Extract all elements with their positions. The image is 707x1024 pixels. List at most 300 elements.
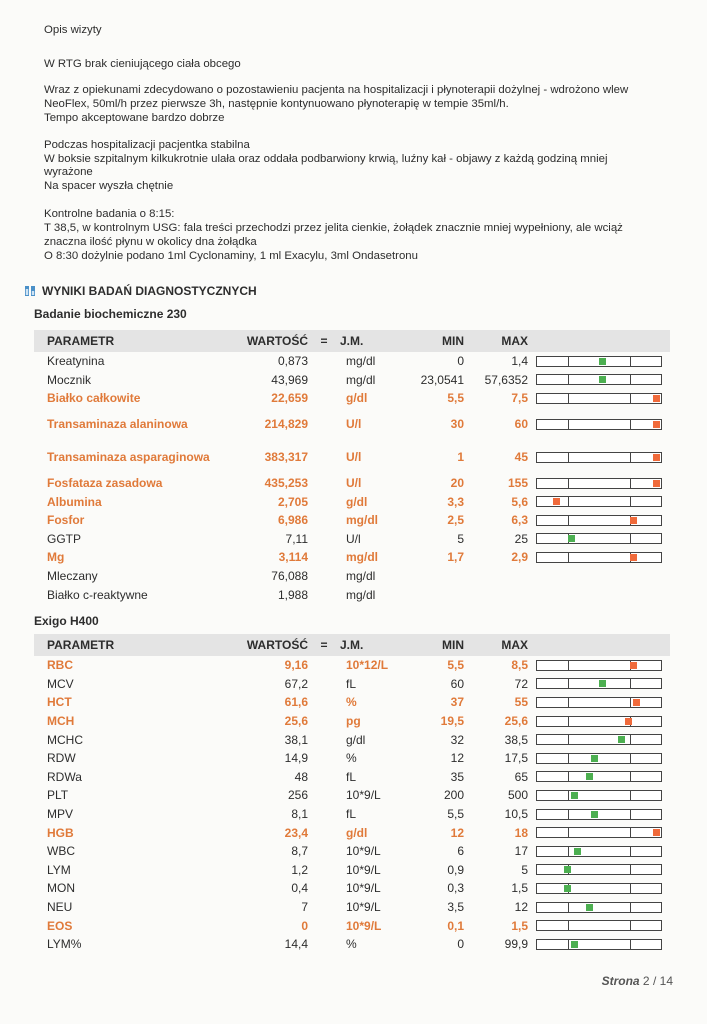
param-name: EOS	[47, 918, 73, 933]
range-bar	[536, 920, 662, 931]
range-bar	[536, 753, 662, 764]
range-bar-tick	[568, 810, 569, 819]
table-row	[34, 530, 670, 549]
param-max: 65	[514, 769, 528, 784]
range-bar	[536, 716, 662, 727]
param-eq	[308, 656, 340, 675]
param-min: 5	[457, 531, 464, 546]
table-row	[34, 842, 670, 861]
col-header-unit: J.M.	[340, 634, 402, 656]
table-row	[34, 935, 670, 954]
range-bar-cell	[528, 712, 670, 731]
param-value: 76,088	[271, 569, 308, 584]
table-row	[34, 749, 670, 768]
param-eq	[308, 408, 340, 441]
param-unit: %	[346, 751, 357, 766]
param-unit: g/dl	[346, 494, 368, 509]
param-name: Białko całkowite	[47, 391, 141, 406]
param-value: 214,829	[264, 417, 308, 432]
param-max	[464, 567, 528, 586]
param-unit: g/dl	[346, 825, 368, 840]
range-bar-cell	[528, 511, 670, 530]
range-bar-cell	[528, 916, 670, 935]
param-name: GGTP	[47, 531, 82, 546]
param-name: MCH	[47, 714, 75, 729]
table-row	[34, 823, 670, 842]
param-max: 25	[514, 531, 528, 546]
range-bar-tick	[630, 772, 631, 781]
range-bar-tick	[630, 754, 631, 763]
param-name: Kreatynina	[47, 354, 105, 369]
range-bar-tick	[568, 453, 569, 462]
range-bar	[536, 533, 662, 544]
table-row	[34, 585, 670, 604]
param-min: 12	[450, 751, 464, 766]
param-value: 23,4	[284, 825, 308, 840]
range-bar-tick	[630, 453, 631, 462]
col-header-min: MIN	[402, 330, 464, 352]
param-value: 0,873	[277, 354, 308, 369]
param-min: 30	[450, 417, 464, 432]
range-bar-tick	[630, 828, 631, 837]
param-name: LYM	[47, 862, 71, 877]
range-marker	[599, 680, 606, 687]
param-max: 57,6352	[484, 372, 528, 387]
range-bar-tick	[568, 661, 569, 670]
param-name: Fosfataza zasadowa	[47, 476, 163, 491]
param-unit: fL	[346, 807, 357, 822]
note-line: Kontrolne badania o 8:15:	[44, 208, 175, 220]
param-eq	[308, 511, 340, 530]
range-marker	[653, 480, 660, 487]
param-name: MPV	[47, 807, 74, 822]
param-max: 6,3	[511, 513, 528, 528]
range-bar-tick	[568, 357, 569, 366]
param-value: 383,317	[264, 450, 308, 465]
param-value: 0	[301, 918, 308, 933]
range-bar-tick	[568, 375, 569, 384]
table-header-row	[34, 634, 670, 656]
param-eq	[308, 389, 340, 408]
param-max: 12	[514, 900, 528, 915]
param-min	[402, 567, 464, 586]
param-value: 14,4	[284, 937, 308, 952]
range-bar-tick	[630, 921, 631, 930]
range-marker	[630, 662, 637, 669]
col-header-param: PARAMETR	[34, 330, 212, 352]
col-header-param: PARAMETR	[34, 634, 212, 656]
table-row	[34, 389, 670, 408]
param-eq	[308, 898, 340, 917]
param-value: 67,2	[284, 676, 308, 691]
param-value: 48	[294, 769, 308, 784]
param-max: 5,6	[511, 494, 528, 509]
param-unit: g/dl	[346, 732, 366, 747]
note-line: W boksie szpitalnym kilkukrotnie ulała oraz oddała podbarwiony krwią, luźny kał - objawy z każdą godziną mniej	[44, 153, 608, 165]
range-bar-cell	[528, 656, 670, 675]
table-row	[34, 898, 670, 917]
param-value: 435,253	[264, 476, 308, 491]
range-bar-tick	[630, 735, 631, 744]
param-max: 72	[514, 676, 528, 691]
param-eq	[308, 567, 340, 586]
param-min: 3,3	[447, 494, 464, 509]
param-value: 38,1	[284, 732, 308, 747]
exigo-title: Exigo H400	[34, 614, 99, 628]
rtg-note: W RTG brak cieniującego ciała obcego	[44, 58, 241, 70]
note-line: wyrażone	[44, 166, 93, 178]
table-row	[34, 548, 670, 567]
table-row	[34, 441, 670, 474]
param-min: 2,5	[447, 513, 464, 528]
param-max: 10,5	[504, 807, 528, 822]
range-bar-cell	[528, 675, 670, 694]
col-header-value: WARTOŚĆ	[212, 634, 308, 656]
range-bar-tick	[568, 516, 569, 525]
param-unit: %	[346, 937, 357, 952]
param-value: 43,969	[271, 372, 308, 387]
param-unit: mg/dl	[346, 569, 376, 584]
col-header-value: WARTOŚĆ	[212, 330, 308, 352]
range-marker	[564, 866, 571, 873]
range-bar-cell	[528, 823, 670, 842]
range-marker	[591, 811, 598, 818]
param-min: 23,0541	[420, 372, 464, 387]
param-name: RDWa	[47, 769, 82, 784]
range-bar-cell	[528, 352, 670, 371]
biochem-table	[34, 330, 670, 604]
param-name: Transaminaza asparaginowa	[47, 449, 210, 464]
param-min: 0,1	[447, 918, 464, 933]
range-bar-tick	[630, 679, 631, 688]
range-marker	[586, 904, 593, 911]
range-bar-cell	[528, 842, 670, 861]
range-marker	[630, 554, 637, 561]
range-bar	[536, 452, 662, 463]
page-total: 14	[659, 974, 673, 988]
param-min: 0,3	[447, 881, 464, 896]
param-value: 7	[301, 900, 308, 915]
range-bar-cell	[528, 474, 670, 493]
param-name: Fosfor	[47, 513, 85, 528]
range-bar-tick	[568, 717, 569, 726]
range-bar	[536, 809, 662, 820]
table-row	[34, 879, 670, 898]
param-max: 38,5	[504, 732, 528, 747]
param-min: 1	[457, 450, 464, 465]
biochem-title: Badanie biochemiczne 230	[34, 307, 187, 321]
note-line: Na spacer wyszła chętnie	[44, 180, 174, 192]
range-bar-cell	[528, 768, 670, 787]
exigo-table	[34, 634, 670, 954]
param-value: 7,11	[285, 531, 308, 546]
param-unit: U/l	[346, 417, 362, 432]
range-bar-cell	[528, 898, 670, 917]
range-bar-cell	[528, 730, 670, 749]
range-bar-cell	[528, 530, 670, 549]
param-unit: fL	[346, 676, 357, 691]
range-bar-tick	[630, 420, 631, 429]
range-bar-tick	[568, 828, 569, 837]
param-name: WBC	[47, 844, 75, 859]
note-line: NeoFlex, 50ml/h przez pierwsze 3h, następnie kontynuowano płynoterapię w tempie 35ml/h.	[44, 98, 509, 110]
range-bar-tick	[568, 679, 569, 688]
param-name: PLT	[47, 788, 69, 803]
param-value: 3,114	[278, 550, 308, 565]
param-eq	[308, 441, 340, 474]
param-min	[402, 585, 464, 604]
range-bar	[536, 496, 662, 507]
param-unit: 10*9/L	[346, 881, 381, 896]
param-eq	[308, 548, 340, 567]
param-eq	[308, 474, 340, 493]
param-unit: 10*9/L	[346, 918, 382, 933]
range-bar-cell	[528, 749, 670, 768]
param-max: 7,5	[511, 391, 528, 406]
param-min: 5,5	[447, 658, 464, 673]
param-unit: mg/dl	[346, 587, 376, 602]
param-name: RDW	[47, 751, 76, 766]
param-max	[464, 585, 528, 604]
param-unit: 10*9/L	[346, 900, 381, 915]
param-name: Mocznik	[47, 372, 92, 387]
range-bar-cell	[528, 492, 670, 511]
param-value: 8,1	[291, 807, 308, 822]
range-bar	[536, 419, 662, 430]
param-min: 5,5	[447, 391, 464, 406]
page-number: 2	[642, 974, 650, 988]
range-bar-cell	[528, 861, 670, 880]
range-bar-tick	[568, 553, 569, 562]
param-name: Albumina	[47, 494, 102, 509]
range-bar-cell	[528, 548, 670, 567]
range-marker	[586, 773, 593, 780]
param-eq	[308, 585, 340, 604]
biochem-rows	[34, 352, 670, 604]
range-bar-tick	[630, 698, 631, 707]
note-line: Podczas hospitalizacji pacjentka stabilna	[44, 139, 250, 151]
range-bar	[536, 356, 662, 367]
range-bar-tick	[568, 497, 569, 506]
param-min: 60	[450, 676, 464, 691]
range-marker	[653, 829, 660, 836]
note-line: T 38,5, w kontrolnym USG: fala treści przechodzi przez jelita cienkie, żołądek znacznie mniej wypełniony, ale wciąż	[44, 222, 623, 234]
range-bar-cell	[528, 408, 670, 441]
range-bar-cell	[528, 567, 670, 586]
param-unit: pg	[346, 714, 361, 729]
param-min: 5,5	[447, 807, 464, 822]
param-value: 1,2	[291, 862, 308, 877]
param-min: 3,5	[447, 900, 464, 915]
param-min: 0	[457, 354, 464, 369]
param-eq	[308, 842, 340, 861]
range-bar-tick	[568, 479, 569, 488]
param-max: 5	[521, 862, 528, 877]
param-min: 35	[450, 769, 464, 784]
param-min: 6	[457, 844, 464, 859]
table-row	[34, 805, 670, 824]
param-max: 99,9	[504, 937, 528, 952]
param-max: 1,5	[511, 918, 528, 933]
param-unit: U/l	[346, 450, 362, 465]
range-marker	[591, 755, 598, 762]
param-max: 155	[507, 476, 528, 491]
col-header-range	[528, 330, 670, 352]
range-marker	[618, 736, 625, 743]
param-eq	[308, 530, 340, 549]
param-eq	[308, 935, 340, 954]
range-bar-tick	[630, 394, 631, 403]
param-unit: fL	[346, 769, 357, 784]
param-max: 45	[514, 450, 528, 465]
param-value: 22,659	[271, 391, 308, 406]
range-bar-tick	[630, 940, 631, 949]
range-bar-tick	[630, 534, 631, 543]
range-bar-tick	[568, 903, 569, 912]
range-marker	[553, 498, 560, 505]
range-bar	[536, 939, 662, 950]
lab-tubes-icon	[24, 285, 36, 297]
param-max: 1,5	[511, 881, 528, 896]
param-eq	[308, 712, 340, 731]
range-bar-tick	[568, 847, 569, 856]
table-row	[34, 371, 670, 390]
range-marker	[653, 454, 660, 461]
param-eq	[308, 675, 340, 694]
param-value: 2,705	[277, 494, 308, 509]
range-marker	[599, 358, 606, 365]
range-bar-tick	[630, 375, 631, 384]
param-max: 17	[514, 844, 528, 859]
param-unit: U/l	[346, 476, 362, 491]
range-bar-cell	[528, 935, 670, 954]
range-bar-tick	[630, 865, 631, 874]
col-header-eq: =	[308, 634, 340, 656]
table-row	[34, 916, 670, 935]
range-bar-tick	[630, 357, 631, 366]
param-eq	[308, 916, 340, 935]
table-header-row	[34, 330, 670, 352]
range-bar	[536, 734, 662, 745]
range-bar	[536, 846, 662, 857]
col-header-min: MIN	[402, 634, 464, 656]
param-name: MON	[47, 881, 75, 896]
range-marker	[653, 395, 660, 402]
range-bar-cell	[528, 371, 670, 390]
param-eq	[308, 786, 340, 805]
note-line: Tempo akceptowane bardzo dobrze	[44, 112, 225, 124]
param-max: 500	[507, 788, 528, 803]
param-name: MCHC	[47, 732, 83, 747]
param-unit: g/dl	[346, 391, 368, 406]
range-bar-tick	[568, 735, 569, 744]
param-max: 8,5	[511, 658, 528, 673]
param-value: 256	[287, 788, 308, 803]
param-name: RBC	[47, 658, 73, 673]
range-marker	[653, 421, 660, 428]
param-eq	[308, 805, 340, 824]
param-eq	[308, 730, 340, 749]
range-bar	[536, 883, 662, 894]
range-bar-tick	[630, 497, 631, 506]
param-min: 0,9	[447, 862, 464, 877]
param-name: Białko c-reaktywne	[47, 587, 148, 602]
table-row	[34, 492, 670, 511]
param-min: 32	[450, 732, 464, 747]
range-bar	[536, 515, 662, 526]
param-value: 6,986	[277, 513, 308, 528]
param-max: 17,5	[504, 751, 528, 766]
col-header-eq: =	[308, 330, 340, 352]
col-header-range	[528, 634, 670, 656]
param-min: 20	[450, 476, 464, 491]
range-bar-cell	[528, 389, 670, 408]
range-bar-cell	[528, 693, 670, 712]
param-eq	[308, 823, 340, 842]
range-marker	[564, 885, 571, 892]
param-unit: mg/dl	[346, 550, 378, 565]
table-row	[34, 567, 670, 586]
param-name: Mleczany	[47, 569, 98, 584]
range-bar	[536, 790, 662, 801]
range-bar-tick	[630, 791, 631, 800]
param-min: 12	[450, 825, 464, 840]
param-name: NEU	[47, 900, 73, 915]
param-max: 25,6	[504, 714, 528, 729]
param-eq	[308, 693, 340, 712]
table-row	[34, 408, 670, 441]
table-row	[34, 675, 670, 694]
page-separator: /	[652, 974, 657, 988]
range-bar	[536, 902, 662, 913]
visit-description-label: Opis wizyty	[44, 24, 102, 36]
note-line: znaczna ilość płynu w okolicy dna żołądka	[44, 236, 257, 248]
range-bar	[536, 478, 662, 489]
table-row	[34, 730, 670, 749]
param-min: 0	[457, 937, 464, 952]
range-marker	[568, 535, 575, 542]
range-bar-tick	[568, 791, 569, 800]
param-value: 0,4	[291, 881, 308, 896]
range-bar-cell	[528, 585, 670, 604]
param-max: 60	[514, 417, 528, 432]
table-row	[34, 352, 670, 371]
range-bar	[536, 697, 662, 708]
range-bar-tick	[568, 420, 569, 429]
param-unit: mg/dl	[346, 513, 378, 528]
param-max: 55	[514, 695, 528, 710]
range-bar-cell	[528, 441, 670, 474]
param-unit: %	[346, 695, 357, 710]
param-min: 19,5	[440, 714, 464, 729]
table-row	[34, 712, 670, 731]
param-unit: mg/dl	[346, 372, 376, 387]
table-row	[34, 656, 670, 675]
table-row	[34, 474, 670, 493]
range-bar	[536, 771, 662, 782]
range-bar-cell	[528, 879, 670, 898]
range-marker	[571, 792, 578, 799]
range-marker	[574, 848, 581, 855]
param-max: 18	[514, 825, 528, 840]
param-eq	[308, 352, 340, 371]
range-bar-tick	[568, 698, 569, 707]
param-unit: 10*12/L	[346, 658, 389, 673]
param-eq	[308, 492, 340, 511]
range-bar-tick	[630, 903, 631, 912]
range-marker	[630, 517, 637, 524]
range-bar-tick	[630, 810, 631, 819]
